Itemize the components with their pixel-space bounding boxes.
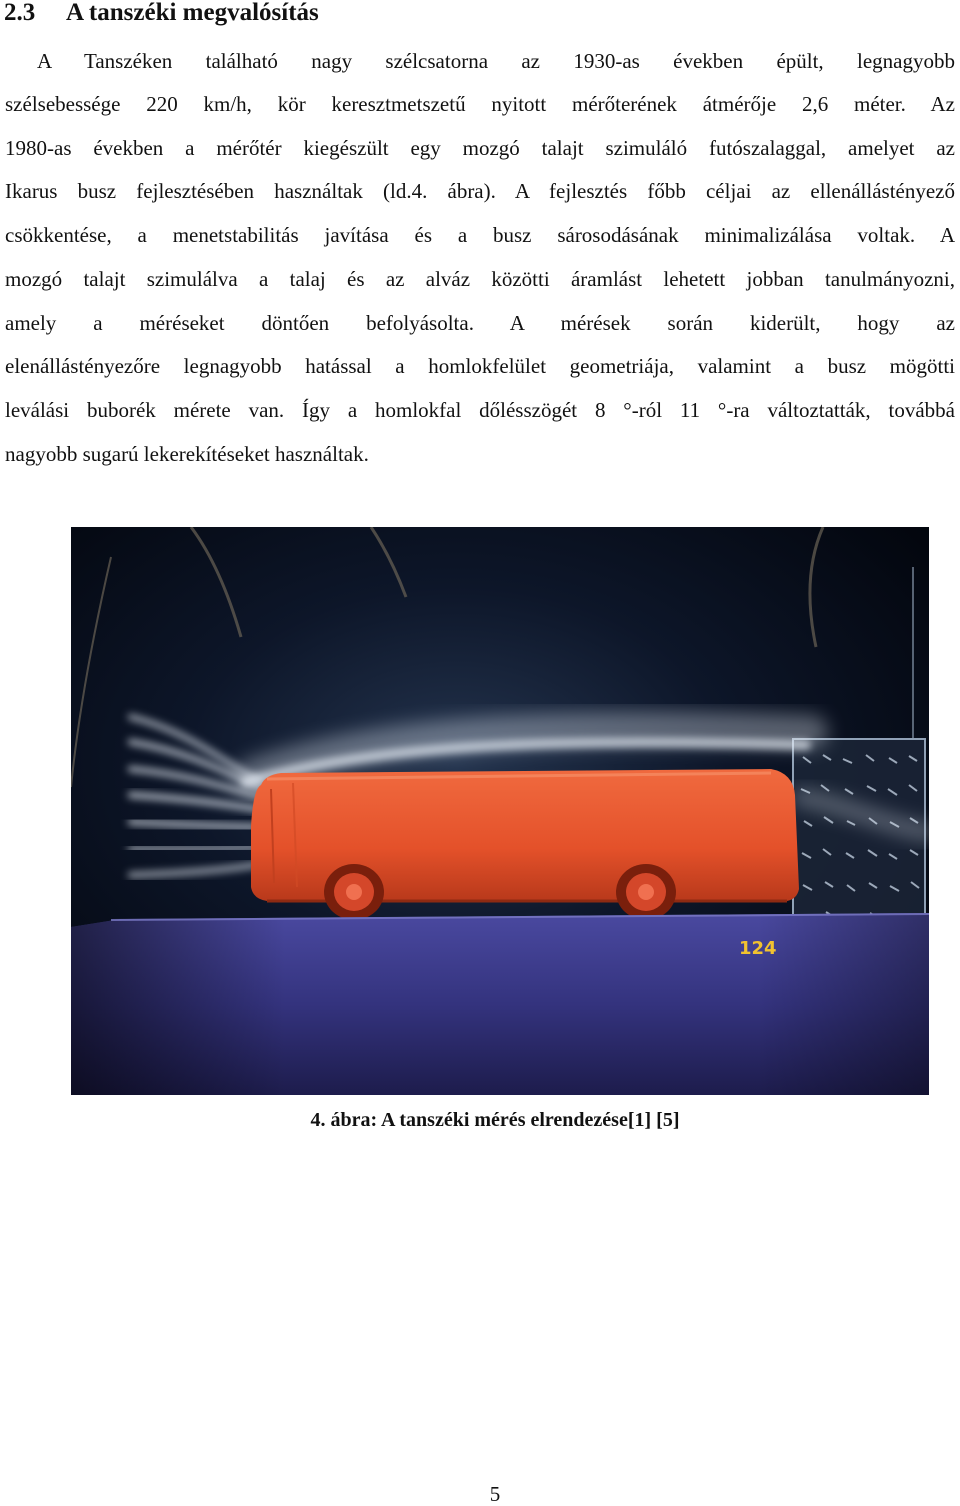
section-title: A tanszéki megvalósítás: [66, 0, 319, 26]
paragraph-line: mozgó talajt szimulálva a talaj és az alváz közötti áramlást lehetett jobban tanulmányozni,: [5, 267, 955, 291]
paragraph-line: csökkentése, a menetstabilitás javítása és a busz sárosodásának minimalizálása voltak. A: [5, 223, 955, 247]
figure-caption: 4. ábra: A tanszéki mérés elrendezése[1] [5]: [310, 1109, 680, 1131]
paragraph-line: leválási buborék mérete van. Így a homlokfal dőlésszögét 8 °-ról 11 °-ra változtatták, továbbá: [5, 398, 955, 422]
section-number: 2.3: [4, 0, 36, 26]
platform-number-label: 124: [739, 938, 777, 959]
paragraph-line: elenállástényezőre legnagyobb hatással a homlokfelület geometriája, valamint a busz mögötti: [5, 354, 955, 378]
paragraph-line: A Tanszéken található nagy szélcsatorna az 1930-as években épült, legnagyobb: [37, 49, 955, 73]
page-number: 5: [489, 1482, 501, 1506]
paragraph-line: 1980-as években a mérőtér kiegészült egy mozgó talajt szimuláló futószalaggal, amelyet az: [5, 136, 955, 160]
front-wheel: [324, 864, 384, 920]
section-heading: [4, 0, 319, 28]
moving-ground-platform: [71, 913, 929, 1095]
paragraph-line: amely a méréseket döntően befolyásolta. A mérések során kiderült, hogy az: [5, 311, 955, 335]
rear-wheel: [616, 864, 676, 920]
paragraph-line: Ikarus busz fejlesztésében használtak (ld.4. ábra). A fejlesztés főbb céljai az ellenállástényező: [5, 179, 955, 203]
paragraph-line: nagyobb sugarú lekerekítéseket használtak.: [5, 442, 369, 466]
bus-model: [251, 769, 799, 920]
paragraph-line: szélsebessége 220 km/h, kör keresztmetszetű nyitott mérőterének átmérője 2,6 méter. Az: [5, 92, 955, 116]
wind-tunnel-photo: [71, 527, 929, 1095]
